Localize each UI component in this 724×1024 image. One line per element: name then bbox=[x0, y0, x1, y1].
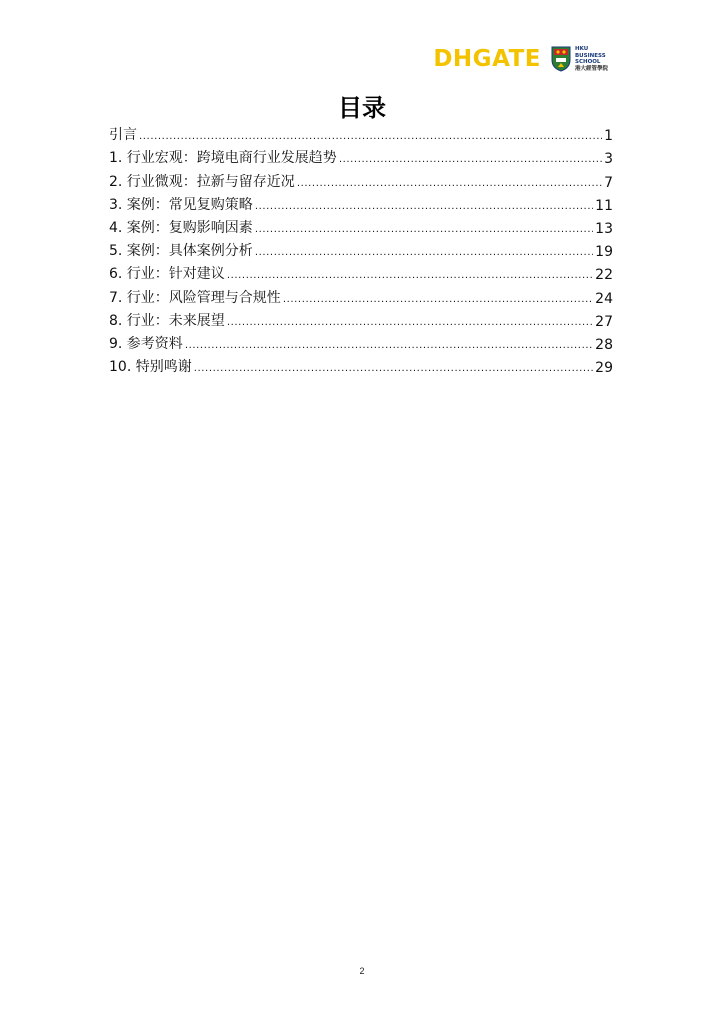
toc-entry-label: 6. 行业：针对建议 bbox=[109, 266, 225, 283]
toc-dot-leader bbox=[255, 223, 593, 237]
toc-entry[interactable] bbox=[109, 121, 613, 144]
toc-dot-leader bbox=[227, 316, 593, 330]
toc-dot-leader bbox=[255, 200, 593, 214]
header-logos bbox=[433, 44, 608, 74]
toc-entry-page: 3 bbox=[604, 151, 613, 168]
toc-entry-label: 3. 案例：常见复购策略 bbox=[109, 196, 253, 213]
toc-dot-leader bbox=[339, 153, 602, 167]
toc-entry-label: 引言 bbox=[109, 127, 137, 144]
toc-dot-leader bbox=[185, 339, 593, 353]
toc-entry[interactable] bbox=[109, 353, 613, 376]
toc-entry-page: 24 bbox=[595, 290, 613, 307]
table-of-contents bbox=[109, 121, 613, 376]
toc-dot-leader bbox=[194, 362, 593, 376]
toc-entry-label: 5. 案例：具体案例分析 bbox=[109, 243, 253, 260]
toc-entry-page: 7 bbox=[604, 174, 613, 191]
toc-dot-leader bbox=[255, 246, 593, 260]
toc-entry[interactable] bbox=[109, 214, 613, 237]
hku-crest-icon bbox=[551, 46, 571, 72]
toc-entry-page: 13 bbox=[595, 220, 613, 237]
toc-entry-page: 19 bbox=[595, 244, 613, 261]
toc-entry-label: 1. 行业宏观：跨境电商行业发展趋势 bbox=[109, 150, 337, 167]
toc-entry-page: 11 bbox=[595, 197, 613, 214]
toc-entry-page: 22 bbox=[595, 267, 613, 284]
hku-business-school-logo bbox=[551, 46, 608, 72]
toc-entry[interactable] bbox=[109, 167, 613, 190]
toc-entry-label: 7. 行业：风险管理与合规性 bbox=[109, 289, 281, 306]
toc-dot-leader bbox=[283, 293, 593, 307]
toc-entry-page: 27 bbox=[595, 313, 613, 330]
toc-entry-label: 8. 行业：未来展望 bbox=[109, 312, 225, 329]
toc-dot-leader bbox=[139, 130, 602, 144]
toc-entry-label: 9. 参考资料 bbox=[109, 335, 183, 352]
page-title: 目录 bbox=[338, 94, 386, 122]
toc-dot-leader bbox=[227, 269, 593, 283]
toc-entry[interactable] bbox=[109, 330, 613, 353]
toc-entry-page: 28 bbox=[595, 336, 613, 353]
toc-entry-label: 2. 行业微观：拉新与留存近况 bbox=[109, 173, 295, 190]
toc-entry-label: 4. 案例：复购影响因素 bbox=[109, 219, 253, 236]
hku-logo-text: HKU BUSINESS SCHOOL 港大經管學院 bbox=[574, 46, 608, 72]
toc-entry-page: 1 bbox=[604, 128, 613, 145]
toc-entry[interactable] bbox=[109, 307, 613, 330]
toc-dot-leader bbox=[297, 177, 602, 191]
toc-entry[interactable] bbox=[109, 260, 613, 283]
dhgate-logo: DHGATE bbox=[433, 45, 541, 72]
page-number: 2 bbox=[359, 966, 365, 976]
toc-entry[interactable] bbox=[109, 283, 613, 306]
toc-entry[interactable] bbox=[109, 191, 613, 214]
toc-entry[interactable] bbox=[109, 144, 613, 167]
toc-entry[interactable] bbox=[109, 237, 613, 260]
toc-entry-label: 10. 特别鸣谢 bbox=[109, 359, 192, 376]
toc-entry-page: 29 bbox=[595, 360, 613, 377]
